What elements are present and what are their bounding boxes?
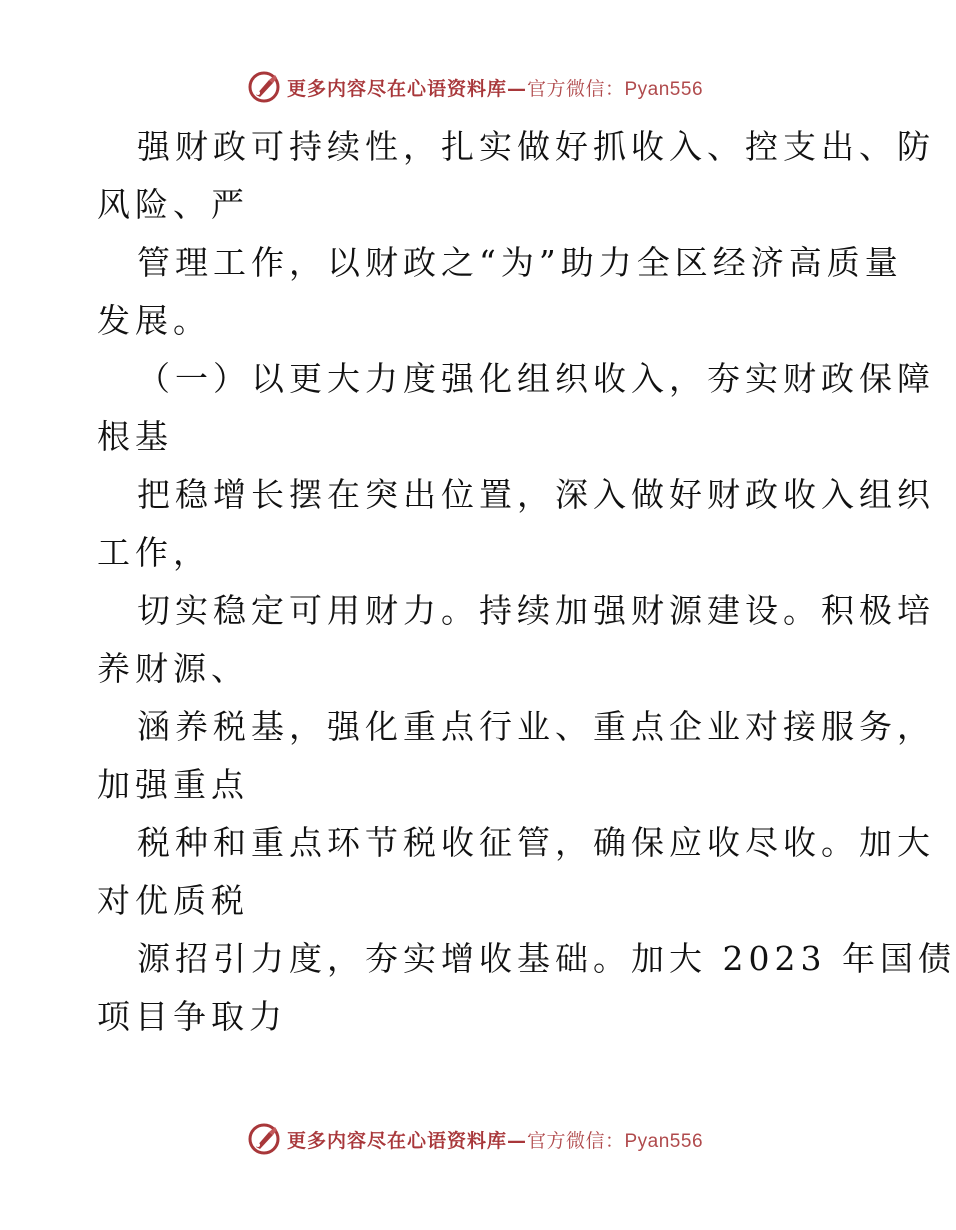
body-line: 管理工作，以财政之“为”助力全区经济高质量 [137,243,903,282]
footer-banner [0,1122,950,1156]
body-line: 风险、严 [97,185,249,224]
header-banner-text: 更多内容尽在心语资料库—官方微信：Pyan556 [286,77,704,100]
body-line: 项目争取力 [97,997,287,1036]
footer-banner-text: 更多内容尽在心语资料库—官方微信：Pyan556 [286,1129,704,1152]
body-line: 加强重点 [97,765,249,804]
footer-wechat-id: 官方微信：Pyan556 [527,1130,704,1152]
body-line: 对优质税 [97,881,249,920]
header-wechat-id: 官方微信：Pyan556 [527,78,704,100]
body-line: 工作， [97,533,211,572]
body-line: 涵养税基，强化重点行业、重点企业对接服务， [137,707,935,746]
body-line: 税种和重点环节税收征管，确保应收尽收。加大 [137,823,935,862]
section-heading-line: （一）以更大力度强化组织收入，夯实财政保障 [137,359,935,398]
quill-pen-logo-icon [247,70,281,104]
body-line: 切实稳定可用财力。持续加强财源建设。积极培 [137,591,935,630]
quill-pen-logo-icon [247,1122,281,1156]
body-line: 养财源、 [97,649,249,688]
document-body [97,118,956,1046]
header-banner [0,70,950,104]
body-line: 发展。 [97,301,211,340]
body-line: 把稳增长摆在突出位置，深入做好财政收入组织 [137,475,935,514]
section-heading-line: 根基 [97,417,173,456]
body-line: 源招引力度，夯实增收基础。加大 2023 年国债 [137,939,956,978]
body-line: 强财政可持续性，扎实做好抓收入、控支出、防 [137,127,935,166]
